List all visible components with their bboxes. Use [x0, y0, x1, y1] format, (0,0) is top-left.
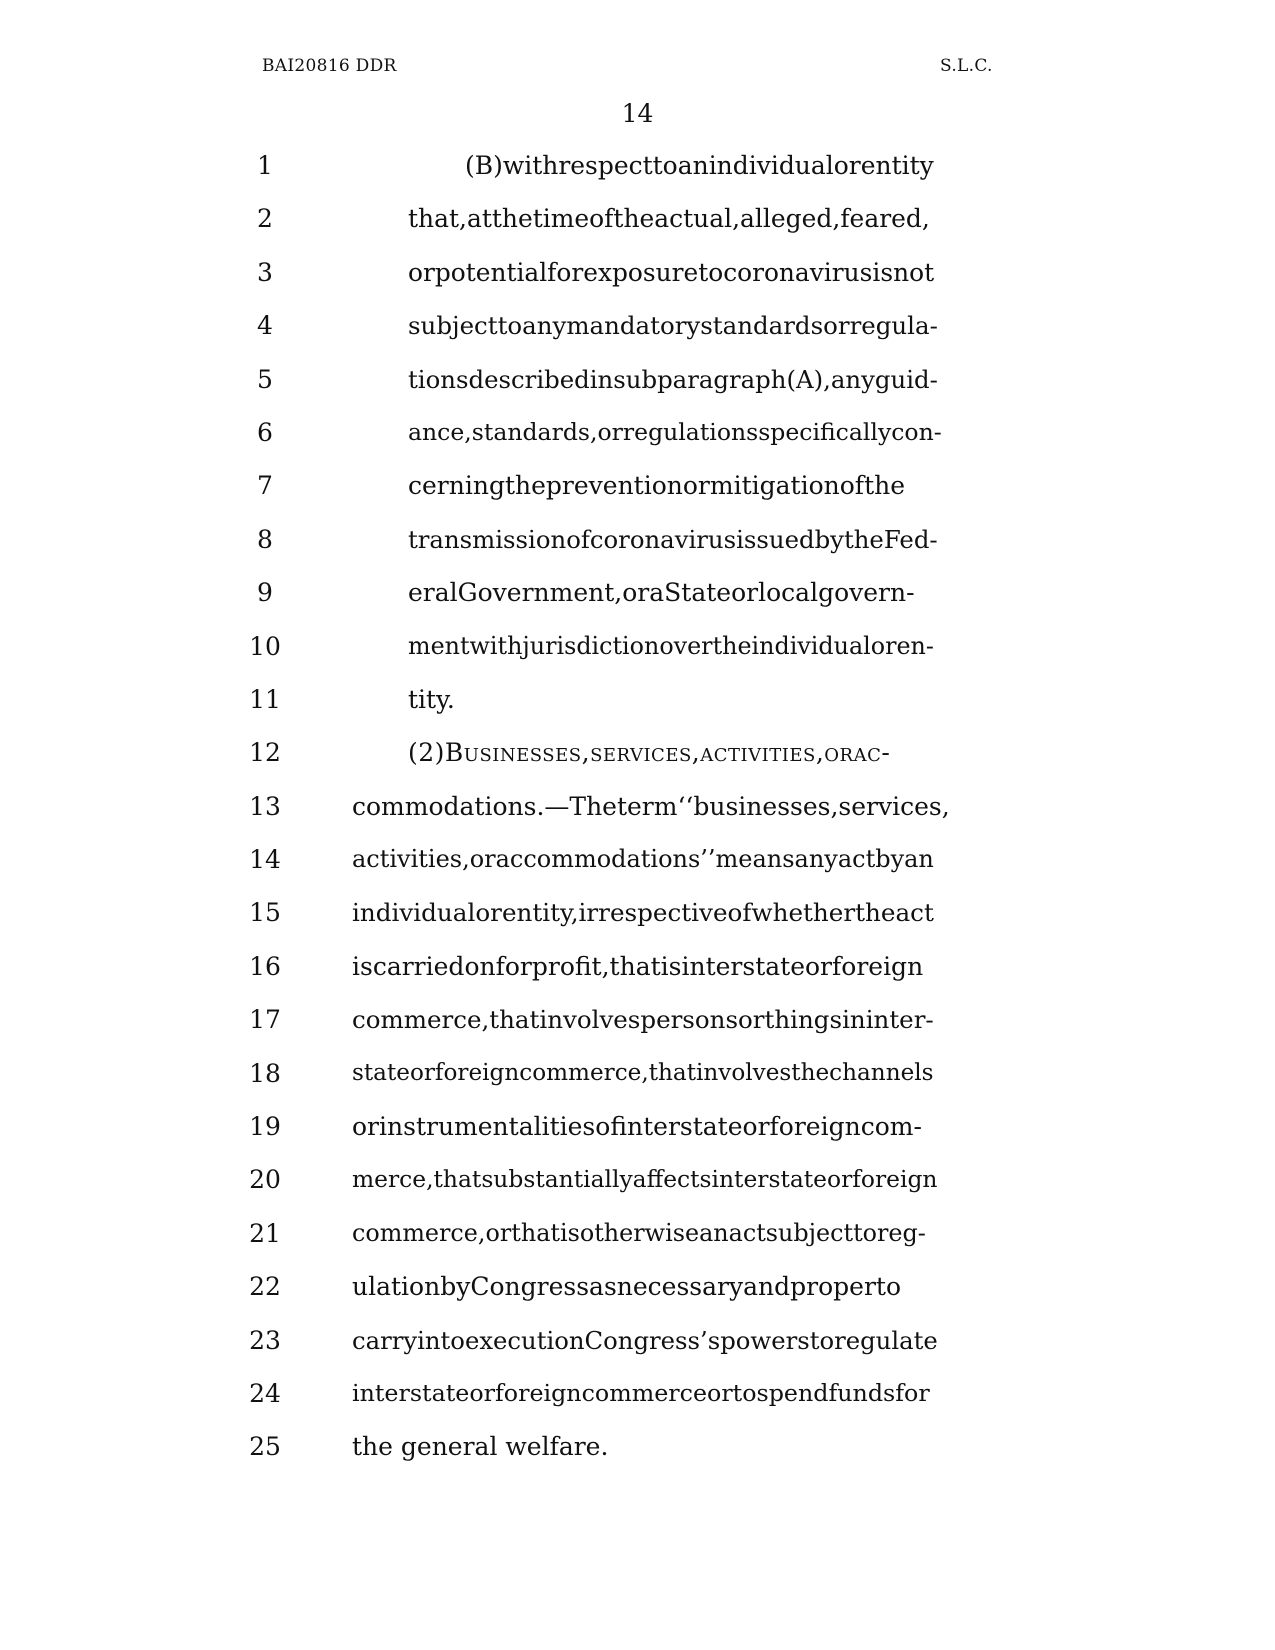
line-number: 5 [257, 364, 273, 394]
page-number: 14 [621, 99, 654, 128]
text-line-content: commerce,orthatisotherwiseanactsubjecttoreg- [352, 1218, 926, 1247]
line-number: 24 [249, 1378, 281, 1408]
text-line [0, 1367, 1275, 1420]
text-line [0, 1153, 1275, 1206]
line-number: 19 [249, 1112, 281, 1142]
text-line-content: cerningthepreventionormitigationofthe [408, 471, 906, 501]
text-line-content: tity. [408, 684, 455, 714]
line-number: 16 [249, 951, 281, 981]
document-id: BAI20816 DDR [262, 56, 397, 76]
text-line [0, 353, 1275, 406]
text-line-content: iscarriedonforprofit,thatisinterstateorforeign [352, 951, 924, 981]
text-line-content: transmissionofcoronavirusissuedbytheFed- [408, 524, 938, 554]
line-number: 11 [249, 684, 281, 714]
text-line-content: subjecttoanymandatorystandardsorregula- [408, 311, 938, 341]
text-line [0, 833, 1275, 886]
line-number: 25 [249, 1432, 281, 1462]
line-number: 1 [257, 151, 273, 180]
line-number: 20 [249, 1165, 281, 1195]
text-line-content: the general welfare. [352, 1432, 609, 1462]
line-number: 17 [249, 1005, 281, 1035]
line-number: 23 [249, 1325, 281, 1355]
line-number: 9 [257, 578, 273, 608]
text-line [0, 673, 1275, 726]
text-line [0, 1420, 1275, 1473]
text-line-content: interstateorforeigncommerceortospendfundsfor [352, 1378, 930, 1407]
text-line [0, 993, 1275, 1046]
text-line-content: tionsdescribedinsubparagraph(A),anyguid- [408, 364, 938, 394]
line-number: 10 [249, 631, 281, 661]
line-number: 22 [249, 1272, 281, 1302]
text-line-content: that,atthetimeoftheactual,alleged,feared, [408, 204, 930, 234]
text-line-content: merce,thatsubstantiallyaffectsinterstateorforeign [352, 1165, 938, 1194]
text-line [0, 1260, 1275, 1313]
line-number: 4 [257, 311, 273, 341]
text-line-content: (B)withrespecttoanindividualorentity [465, 151, 934, 180]
line-number: 18 [249, 1058, 281, 1088]
line-number: 8 [257, 524, 273, 554]
line-number: 7 [257, 471, 273, 501]
slc-marker: S.L.C. [940, 56, 993, 76]
line-number: 12 [249, 738, 281, 768]
text-line [0, 940, 1275, 993]
line-number: 21 [249, 1218, 281, 1248]
text-line [0, 459, 1275, 512]
text-line-content: stateorforeigncommerce,thatinvolvesthechannels [352, 1059, 934, 1086]
line-number: 14 [249, 845, 281, 875]
text-line [0, 1314, 1275, 1367]
line-number: 2 [257, 204, 273, 234]
text-line-content: orpotentialforexposuretocoronavirusisnot [408, 257, 935, 287]
text-line [0, 1100, 1275, 1153]
text-line-content: carryintoexecutionCongress’spowerstoregulate [352, 1325, 938, 1355]
text-line-content: eralGovernment,oraStateorlocalgovern- [408, 578, 915, 608]
text-line [0, 246, 1275, 299]
text-line-content: commodations.—Theterm‘‘businesses,services, [352, 791, 950, 821]
text-line [0, 1047, 1275, 1100]
text-line [0, 566, 1275, 619]
line-number: 13 [249, 791, 281, 821]
text-line-content: mentwithjurisdictionovertheindividualoren- [408, 631, 934, 660]
text-line [0, 192, 1275, 245]
text-line-content: commerce,thatinvolvespersonsorthingsininter- [352, 1005, 934, 1035]
text-line [0, 620, 1275, 673]
bill-text [0, 139, 1275, 1474]
line-number: 15 [249, 898, 281, 928]
text-line-content: ulationbyCongressasnecessaryandproperto [352, 1272, 902, 1302]
text-line [0, 139, 1275, 192]
text-line [0, 513, 1275, 566]
text-line-content: orinstrumentalitiesofinterstateorforeigncom- [352, 1112, 922, 1142]
line-number: 3 [257, 257, 273, 287]
text-line [0, 299, 1275, 352]
text-line [0, 726, 1275, 779]
text-line [0, 1207, 1275, 1260]
text-line-content: individualorentity,irrespectiveofwhethertheact [352, 898, 934, 928]
line-number: 6 [257, 417, 273, 447]
text-line-content: ance,standards,orregulationsspecificallycon- [408, 417, 942, 446]
text-line [0, 406, 1275, 459]
text-line-content: (2)Businesses,services,activities,orac- [408, 738, 891, 768]
text-line [0, 886, 1275, 939]
page-header [0, 56, 1275, 86]
text-line [0, 780, 1275, 833]
text-line-content: activities,oraccommodations’’meansanyactbyan [352, 845, 934, 874]
